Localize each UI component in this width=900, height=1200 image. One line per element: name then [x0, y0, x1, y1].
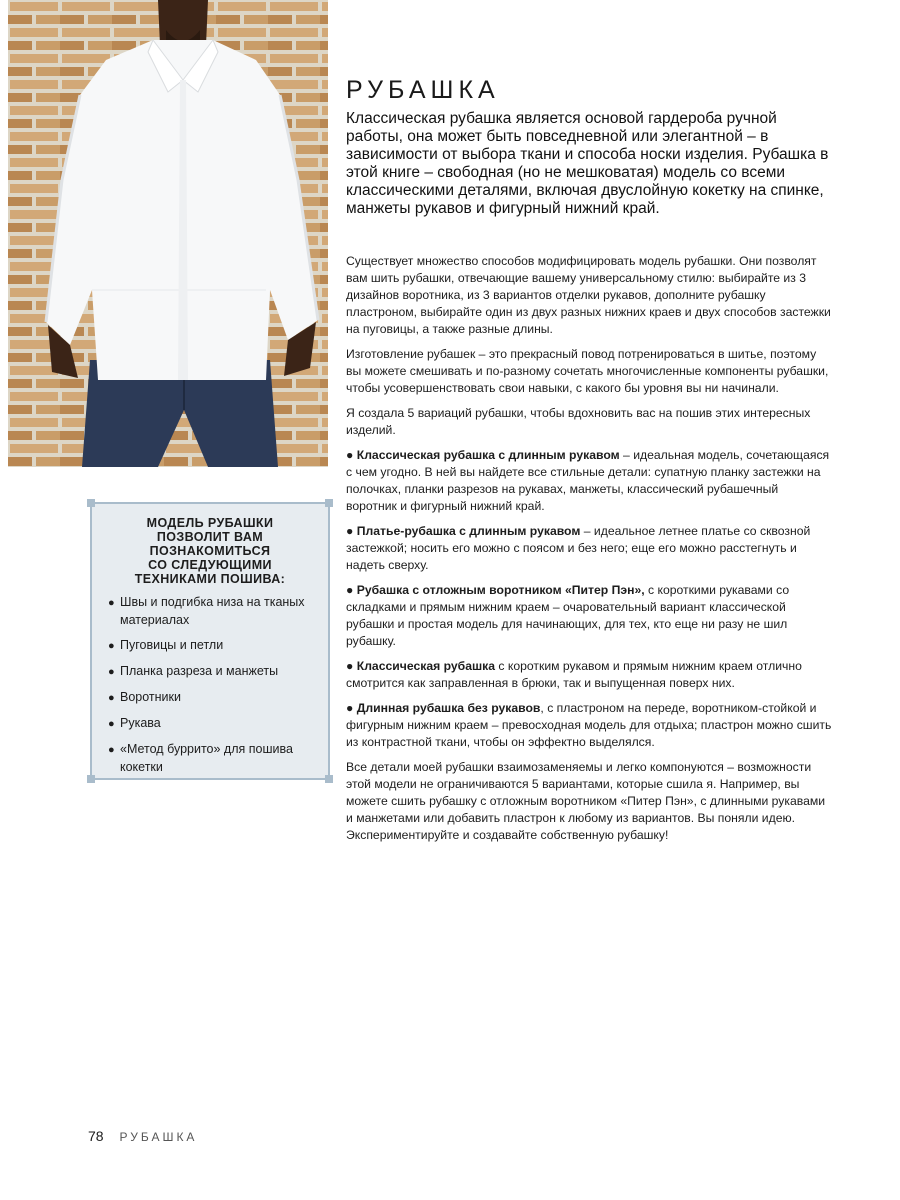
techniques-list — [90, 594, 330, 776]
techniques-heading: МОДЕЛЬ РУБАШКИ ПОЗВОЛИТ ВАМ ПОЗНАКОМИТЬСЯ СО СЛЕДУЮЩИМИ ТЕХНИКАМИ ПОШИВА: — [134, 516, 286, 586]
page-number: 78 — [88, 1128, 104, 1144]
variant-title: Платье-рубашка с длинным рукавом — [356, 524, 581, 538]
lead-paragraph: Классическая рубашка является основой гардероба ручной работы, она может быть повседневной или элегантной – в зависимости от выбора ткани и способа носки изделия. Рубашка в этой книге – свободная (но не мешковатая) модель со всеми классическими деталями, включая двуслойную кокетку на спинке, манжеты рукавов и фигурный нижний край. — [346, 110, 829, 217]
bullet-icon: ● — [108, 718, 115, 730]
variant-item: ● Классическая рубашка с коротким рукавом и прямым нижним краем отлично смотрится как заправленная в брюки, так и выпущенная поверх них. — [346, 659, 802, 690]
frame-corner — [325, 775, 333, 783]
variant-title: Рубашка с отложным воротником «Питер Пэн», — [356, 583, 645, 597]
frame-right — [328, 502, 330, 780]
variant-item: ● Классическая рубашка с длинным рукавом – идеальная модель, сочетающаяся с чем угодно. В ней вы найдете все стильные детали: супатную планку застежки на полочках, планки разрезов на рукавах, манжеты, классический рубашечный воротник и фигурный нижний край. — [346, 448, 830, 513]
frame-corner — [87, 499, 95, 507]
variant-item: ● Рубашка с отложным воротником «Питер Пэн», с короткими рукавами со складками и прямым нижним краем – очаровательный вариант классической рубашки и простая модель для начинающих, для тех, кто еще ни разу не шил рубашку. — [346, 583, 790, 648]
body-text — [346, 253, 832, 852]
list-item: ● Планка разреза и манжеты — [108, 663, 316, 681]
bullet-icon: ● — [108, 597, 115, 609]
frame-left — [90, 502, 92, 780]
list-item: ● Рукава — [108, 715, 316, 733]
variant-item: ● Длинная рубашка без рукавов, с пластроном на переде, воротником-стойкой и фигурным нижним краем – превосходная модель для отдыха; пластрон можно сшить из контрастной ткани, чтобы он эффектно выделялся. — [346, 701, 832, 749]
frame-corner — [87, 775, 95, 783]
running-header: РУБАШКА — [119, 1130, 198, 1144]
list-item: ● «Метод буррито» для пошива кокетки — [108, 742, 293, 774]
bullet-icon: ● — [108, 666, 115, 678]
variant-title: Длинная рубашка без рукавов — [356, 701, 541, 715]
list-item: ● Швы и подгибка низа на тканых материалах — [108, 595, 305, 627]
bullet-icon: ● — [108, 692, 115, 704]
paragraph: Изготовление рубашек – это прекрасный повод потренироваться в шитье, поэтому вы можете смешивать и по-разному сочетать многочисленные компоненты рубашки, чтобы усовершенствовать свои навыки, с какого бы уровня вы ни начинали. — [346, 347, 829, 395]
paragraph: Я создала 5 вариаций рубашки, чтобы вдохновить вас на пошив этих интересных изделий. — [346, 406, 811, 437]
list-item: ● Пуговицы и петли — [108, 637, 316, 655]
variant-item: ● Платье-рубашка с длинным рукавом – идеальное летнее платье со сквозной застежкой; носить его можно с поясом и без него; еще его можно расстегнуть и надеть сверху. — [346, 524, 811, 572]
bullet-icon: ● — [108, 744, 115, 756]
closing-paragraph: Все детали моей рубашки взаимозаменяемы и легко компонуются – возможности этой модели не ограничиваются 5 вариантами, которые сшила я. Например, вы можете сшить рубашку с отложным воротником «Питер Пэн», с длинными рукавами и манжетами или добавить пластрон к любому из вариантов. Вы поняли идею. Экспериментируйте и создавайте собственную рубашку! — [346, 760, 826, 842]
page-title: РУБАШКА — [346, 76, 500, 104]
hero-photo — [8, 0, 328, 467]
techniques-box — [90, 502, 330, 780]
variant-title: Классическая рубашка — [356, 659, 496, 673]
variant-title: Классическая рубашка с длинным рукавом — [356, 448, 620, 462]
list-item: ● Воротники — [108, 689, 316, 707]
bullet-icon: ● — [108, 640, 115, 652]
paragraph: Существует множество способов модифицировать модель рубашки. Они позволят вам шить рубашки, отвечающие вашему универсальному стилю: выбирайте из 3 дизайнов воротника, из 3 вариантов отделки рукавов, дополните рубашку пластроном, выбирайте один из двух разных нижних краев и двух способов застежки на пуговицы, а также разные длины. — [346, 254, 831, 336]
frame-top — [90, 502, 330, 504]
frame-corner — [325, 499, 333, 507]
page-footer — [88, 1128, 197, 1144]
frame-bottom — [90, 778, 330, 780]
